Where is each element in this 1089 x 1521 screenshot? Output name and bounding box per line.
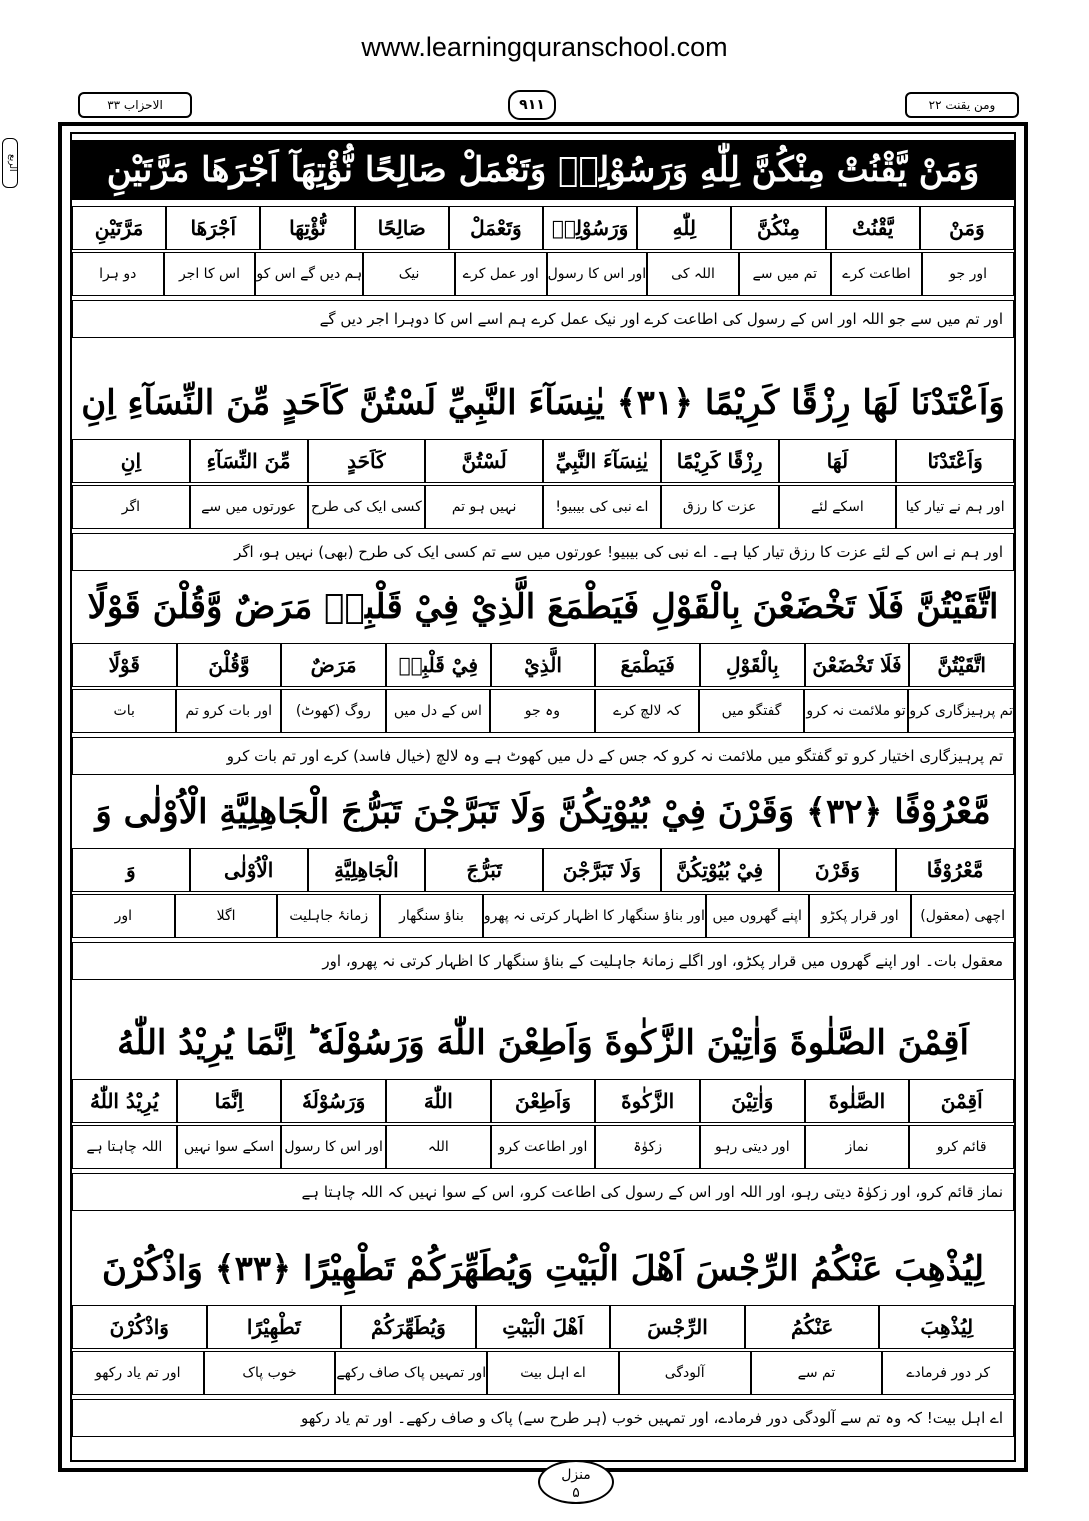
urdu-meaning: تم پرہیزگاری کرو	[908, 689, 1014, 733]
arabic-word: اِنَّمَا	[177, 1079, 282, 1123]
urdu-meaning: اور تمہیں پاک صاف رکھے	[335, 1351, 487, 1395]
translation-line: اور تم میں سے جو اللہ اور اس کے رسول کی اطاعت کرے اور نیک عمل کرے ہم اسے اس کا دوہرا اجر دیں گے	[72, 300, 1014, 338]
arabic-word: وَاَطِعْنَ	[491, 1079, 596, 1123]
arabic-word: فَلَا تَخْضَعْنَ	[805, 643, 910, 687]
arabic-word: لَهَا	[779, 439, 897, 483]
urdu-meaning: کسی ایک کی طرح	[308, 485, 426, 529]
urdu-meaning: ہم دیں گے اس کو	[255, 252, 363, 296]
surah-label: الاحزاب ۳۳	[78, 92, 192, 118]
arabic-word: فَيَطْمَعَ	[595, 643, 700, 687]
urdu-meaning: زمانۂ جاہلیت	[277, 894, 380, 938]
arabic-word: مَرَّتَيْنِ	[72, 206, 166, 250]
arabic-word: نُّؤْتِهَا	[260, 206, 354, 250]
word-row-urdu	[72, 485, 1014, 529]
arabic-word: تَبَرُّجَ	[425, 848, 543, 892]
arabic-word: لَسْتُنَّ	[425, 439, 543, 483]
urdu-meaning: دو ہرا	[72, 252, 164, 296]
urdu-meaning: اور اس کا رسول	[547, 252, 648, 296]
word-row-arabic	[72, 439, 1014, 483]
arabic-word: اَجْرَهَا	[166, 206, 260, 250]
urdu-meaning: گفتگو میں	[699, 689, 804, 733]
arabic-word: وَرَسُوْلَهٗ	[281, 1079, 386, 1123]
arabic-word: الزَّكٰوةَ	[595, 1079, 700, 1123]
urdu-meaning: زکوٰۃ	[595, 1125, 700, 1169]
arabic-word: وَرَسُوْلِهٖ	[543, 206, 637, 250]
urdu-meaning: تو ملائمت نہ کرو	[804, 689, 909, 733]
urdu-meaning: اللہ کی	[647, 252, 739, 296]
urdu-meaning: کہ لالچ کرے	[595, 689, 700, 733]
translation-line: تم پرہیزگاری اختیار کرو تو گفتگو میں ملائمت نہ کرو کہ جس کے دل میں کھوٹ ہے وہ لالچ (خیال فاسد) کرے اور تم بات کرو	[72, 737, 1014, 775]
arabic-word: الرِّجْسَ	[610, 1305, 745, 1349]
ayah-line: مَّعْرُوْفًا ﴿۳۲﴾ وَقَرْنَ فِيْ بُيُوْتِكُنَّ وَلَا تَبَرَّجْنَ تَبَرُّجَ الْجَاهِلِيَّةِ الْاُوْلٰى وَ	[95, 792, 991, 832]
arabic-word: وَيُطَهِّرَكُمْ	[341, 1305, 476, 1349]
arabic-word: صَالِحًا	[355, 206, 449, 250]
urdu-meaning: اسکے سوا نہیں	[177, 1125, 282, 1169]
urdu-meaning: اگلا	[175, 894, 278, 938]
arabic-word: مَرَضٌ	[281, 643, 386, 687]
urdu-meaning: اے نبی کی بیبیو!	[543, 485, 661, 529]
urdu-meaning: اے اہل بیت	[487, 1351, 619, 1395]
urdu-meaning: نیک	[363, 252, 455, 296]
urdu-meaning: کر دور فرمادے	[882, 1351, 1014, 1395]
urdu-meaning: اور	[72, 894, 175, 938]
juz-label: ومن یقنت ۲۲	[905, 92, 1019, 118]
word-row-urdu	[72, 252, 1014, 296]
urdu-meaning: اور ہم نے تیار کیا	[896, 485, 1014, 529]
urdu-meaning: اچھی (معقول)	[911, 894, 1014, 938]
page-number: ۹۱۱	[508, 90, 556, 120]
urdu-meaning: عزت کا رزق	[661, 485, 779, 529]
arabic-word: وَاذْكُرْنَ	[72, 1305, 207, 1349]
arabic-word: قَوْلًا	[72, 643, 177, 687]
urdu-meaning: اور جو	[922, 252, 1014, 296]
arabic-word: وَلَا تَبَرَّجْنَ	[543, 848, 661, 892]
urdu-meaning: اطاعت کرے	[831, 252, 923, 296]
arabic-word: يُرِيْدُ اللّٰهُ	[72, 1079, 177, 1123]
urdu-meaning: روگ (کھوٹ)	[281, 689, 386, 733]
arabic-word: مِنْكُنَّ	[731, 206, 825, 250]
urdu-meaning: بات	[72, 689, 177, 733]
urdu-meaning: تم میں سے	[739, 252, 831, 296]
urdu-meaning: اللہ	[386, 1125, 491, 1169]
arabic-word: وَاَعْتَدْنَا	[896, 439, 1014, 483]
ayah-line: اتَّقَيْتُنَّ فَلَا تَخْضَعْنَ بِالْقَوْلِ فَيَطْمَعَ الَّذِيْ فِيْ قَلْبِهٖ مَرَضٌ وَّقُلْنَ قَوْلًا	[87, 587, 999, 627]
arabic-word: لِلّٰهِ	[637, 206, 731, 250]
manzil-label: منزل	[561, 1467, 591, 1483]
arabic-word: يَّقْنُتْ	[826, 206, 920, 250]
urdu-meaning: بناؤ سنگھار	[380, 894, 483, 938]
urdu-meaning: آلودگی	[619, 1351, 751, 1395]
arabic-word: فِيْ بُيُوْتِكُنَّ	[661, 848, 779, 892]
urdu-meaning: نماز	[805, 1125, 910, 1169]
urdu-meaning: اسکے لئے	[779, 485, 897, 529]
translation-line: اے اہل بیت! کہ وہ تم سے آلودگی دور فرمادے، اور تمہیں خوب (ہر طرح سے) پاک و صاف رکھے۔ اور تم یاد رکھو	[72, 1399, 1014, 1437]
manzil-number: ۵	[572, 1485, 580, 1501]
urdu-meaning: قائم کرو	[909, 1125, 1014, 1169]
arabic-word: اَقِمْنَ	[909, 1079, 1014, 1123]
urdu-meaning: اور تم یاد رکھو	[72, 1351, 204, 1395]
arabic-word: مَّعْرُوْفًا	[896, 848, 1014, 892]
arabic-word: اَهْلَ الْبَيْتِ	[476, 1305, 611, 1349]
arabic-word: وَاٰتِيْنَ	[700, 1079, 805, 1123]
urdu-meaning: اگر	[72, 485, 190, 529]
ayah-line: وَاَعْتَدْنَا لَهَا رِزْقًا كَرِيْمًا ﴿۳۱﴾ يٰنِسَآءَ النَّبِيِّ لَسْتُنَّ كَاَحَدٍ مِّنَ النِّسَآءِ اِنِ	[81, 383, 1005, 423]
arabic-word: الْاُوْلٰى	[190, 848, 308, 892]
ruku-mark: الربع	[2, 138, 18, 188]
urdu-meaning: عورتوں میں سے	[190, 485, 308, 529]
arabic-word: فِيْ قَلْبِهٖ	[386, 643, 491, 687]
arabic-word: بِالْقَوْلِ	[700, 643, 805, 687]
translation-line: نماز قائم کرو، اور زکوٰۃ دیتی رہو، اور اللہ اور اس کے رسول کی اطاعت کرو، اس کے سوا نہیں کہ اللہ چاہتا ہے	[72, 1173, 1014, 1211]
word-row-urdu	[72, 1351, 1014, 1395]
urdu-meaning: نہیں ہو تم	[425, 485, 543, 529]
urdu-meaning: اور عمل کرے	[455, 252, 547, 296]
arabic-word: لِيُذْهِبَ	[879, 1305, 1014, 1349]
arabic-word: الْجَاهِلِيَّةِ	[308, 848, 426, 892]
translation-line: معقول بات۔ اور اپنے گھروں میں قرار پکڑو، اور اگلے زمانۂ جاہلیت کے بناؤ سنگھار کا اظہار کرتی نہ پھرو، اور	[72, 942, 1014, 980]
arabic-word: وَمَنْ	[920, 206, 1014, 250]
arabic-word: وَقَرْنَ	[779, 848, 897, 892]
manzil-badge	[538, 1460, 614, 1504]
word-row-arabic	[72, 206, 1014, 250]
ayah-line: لِيُذْهِبَ عَنْكُمُ الرِّجْسَ اَهْلَ الْبَيْتِ وَيُطَهِّرَكُمْ تَطْهِيْرًا ﴿۳۳﴾ وَاذْكُرْنَ	[101, 1249, 984, 1289]
word-row-urdu	[72, 1125, 1014, 1169]
arabic-word: اللّٰهَ	[386, 1079, 491, 1123]
arabic-word: كَاَحَدٍ	[308, 439, 426, 483]
ayah-line: وَمَنْ يَّقْنُتْ مِنْكُنَّ لِلّٰهِ وَرَسُوْلِهٖ وَتَعْمَلْ صَالِحًا نُّؤْتِهَآ اَجْرَهَا مَرَّتَيْنِ	[72, 140, 1014, 200]
word-row-arabic	[72, 1079, 1014, 1123]
word-row-arabic	[72, 643, 1014, 687]
arabic-word: رِزْقًا كَرِيْمًا	[661, 439, 779, 483]
word-row-urdu	[72, 689, 1014, 733]
urdu-meaning: خوب پاک	[204, 1351, 336, 1395]
urdu-meaning: اس کا اجر	[164, 252, 256, 296]
urdu-meaning: اس کے دل میں	[386, 689, 491, 733]
urdu-meaning: اور قرار پکڑو	[809, 894, 912, 938]
urdu-meaning: اپنے گھروں میں	[706, 894, 809, 938]
word-row-arabic	[72, 848, 1014, 892]
arabic-word: يٰنِسَآءَ النَّبِيِّ	[543, 439, 661, 483]
arabic-word: عَنْكُمُ	[745, 1305, 880, 1349]
translation-line: اور ہم نے اس کے لئے عزت کا رزق تیار کیا ہے۔ اے نبی کی بیبیو! عورتوں میں سے تم کسی ایک کی طرح (بھی) نہیں ہو، اگر	[72, 533, 1014, 571]
arabic-word: وَ	[72, 848, 190, 892]
arabic-word: مِّنَ النِّسَآءِ	[190, 439, 308, 483]
arabic-word: وَّقُلْنَ	[177, 643, 282, 687]
arabic-word: الَّذِيْ	[491, 643, 596, 687]
urdu-meaning: اور دیتی رہو	[700, 1125, 805, 1169]
urdu-meaning: وہ جو	[490, 689, 595, 733]
arabic-word: وَتَعْمَلْ	[449, 206, 543, 250]
word-row-arabic	[72, 1305, 1014, 1349]
urdu-meaning: اور بات کرو تم	[176, 689, 281, 733]
ayah-line: اَقِمْنَ الصَّلٰوةَ وَاٰتِيْنَ الزَّكٰوةَ وَاَطِعْنَ اللّٰهَ وَرَسُوْلَهٗ ؕ اِنَّمَا يُرِيْدُ اللّٰهُ	[117, 1023, 969, 1063]
urdu-meaning: اللہ چاہتا ہے	[72, 1125, 177, 1169]
urdu-meaning: تم سے	[751, 1351, 883, 1395]
word-row-urdu	[72, 894, 1014, 938]
arabic-word: تَطْهِيْرًا	[207, 1305, 342, 1349]
arabic-word: اتَّقَيْتُنَّ	[909, 643, 1014, 687]
urdu-meaning: اور اس کا رسول	[281, 1125, 386, 1169]
urdu-meaning: اور اطاعت کرو	[491, 1125, 596, 1169]
urdu-meaning: اور بناؤ سنگھار کا اظہار کرتی نہ پھرو	[483, 894, 706, 938]
arabic-word: اِنِ	[72, 439, 190, 483]
arabic-word: الصَّلٰوةَ	[805, 1079, 910, 1123]
website-url[interactable]: www.learningquranschool.com	[361, 32, 728, 62]
